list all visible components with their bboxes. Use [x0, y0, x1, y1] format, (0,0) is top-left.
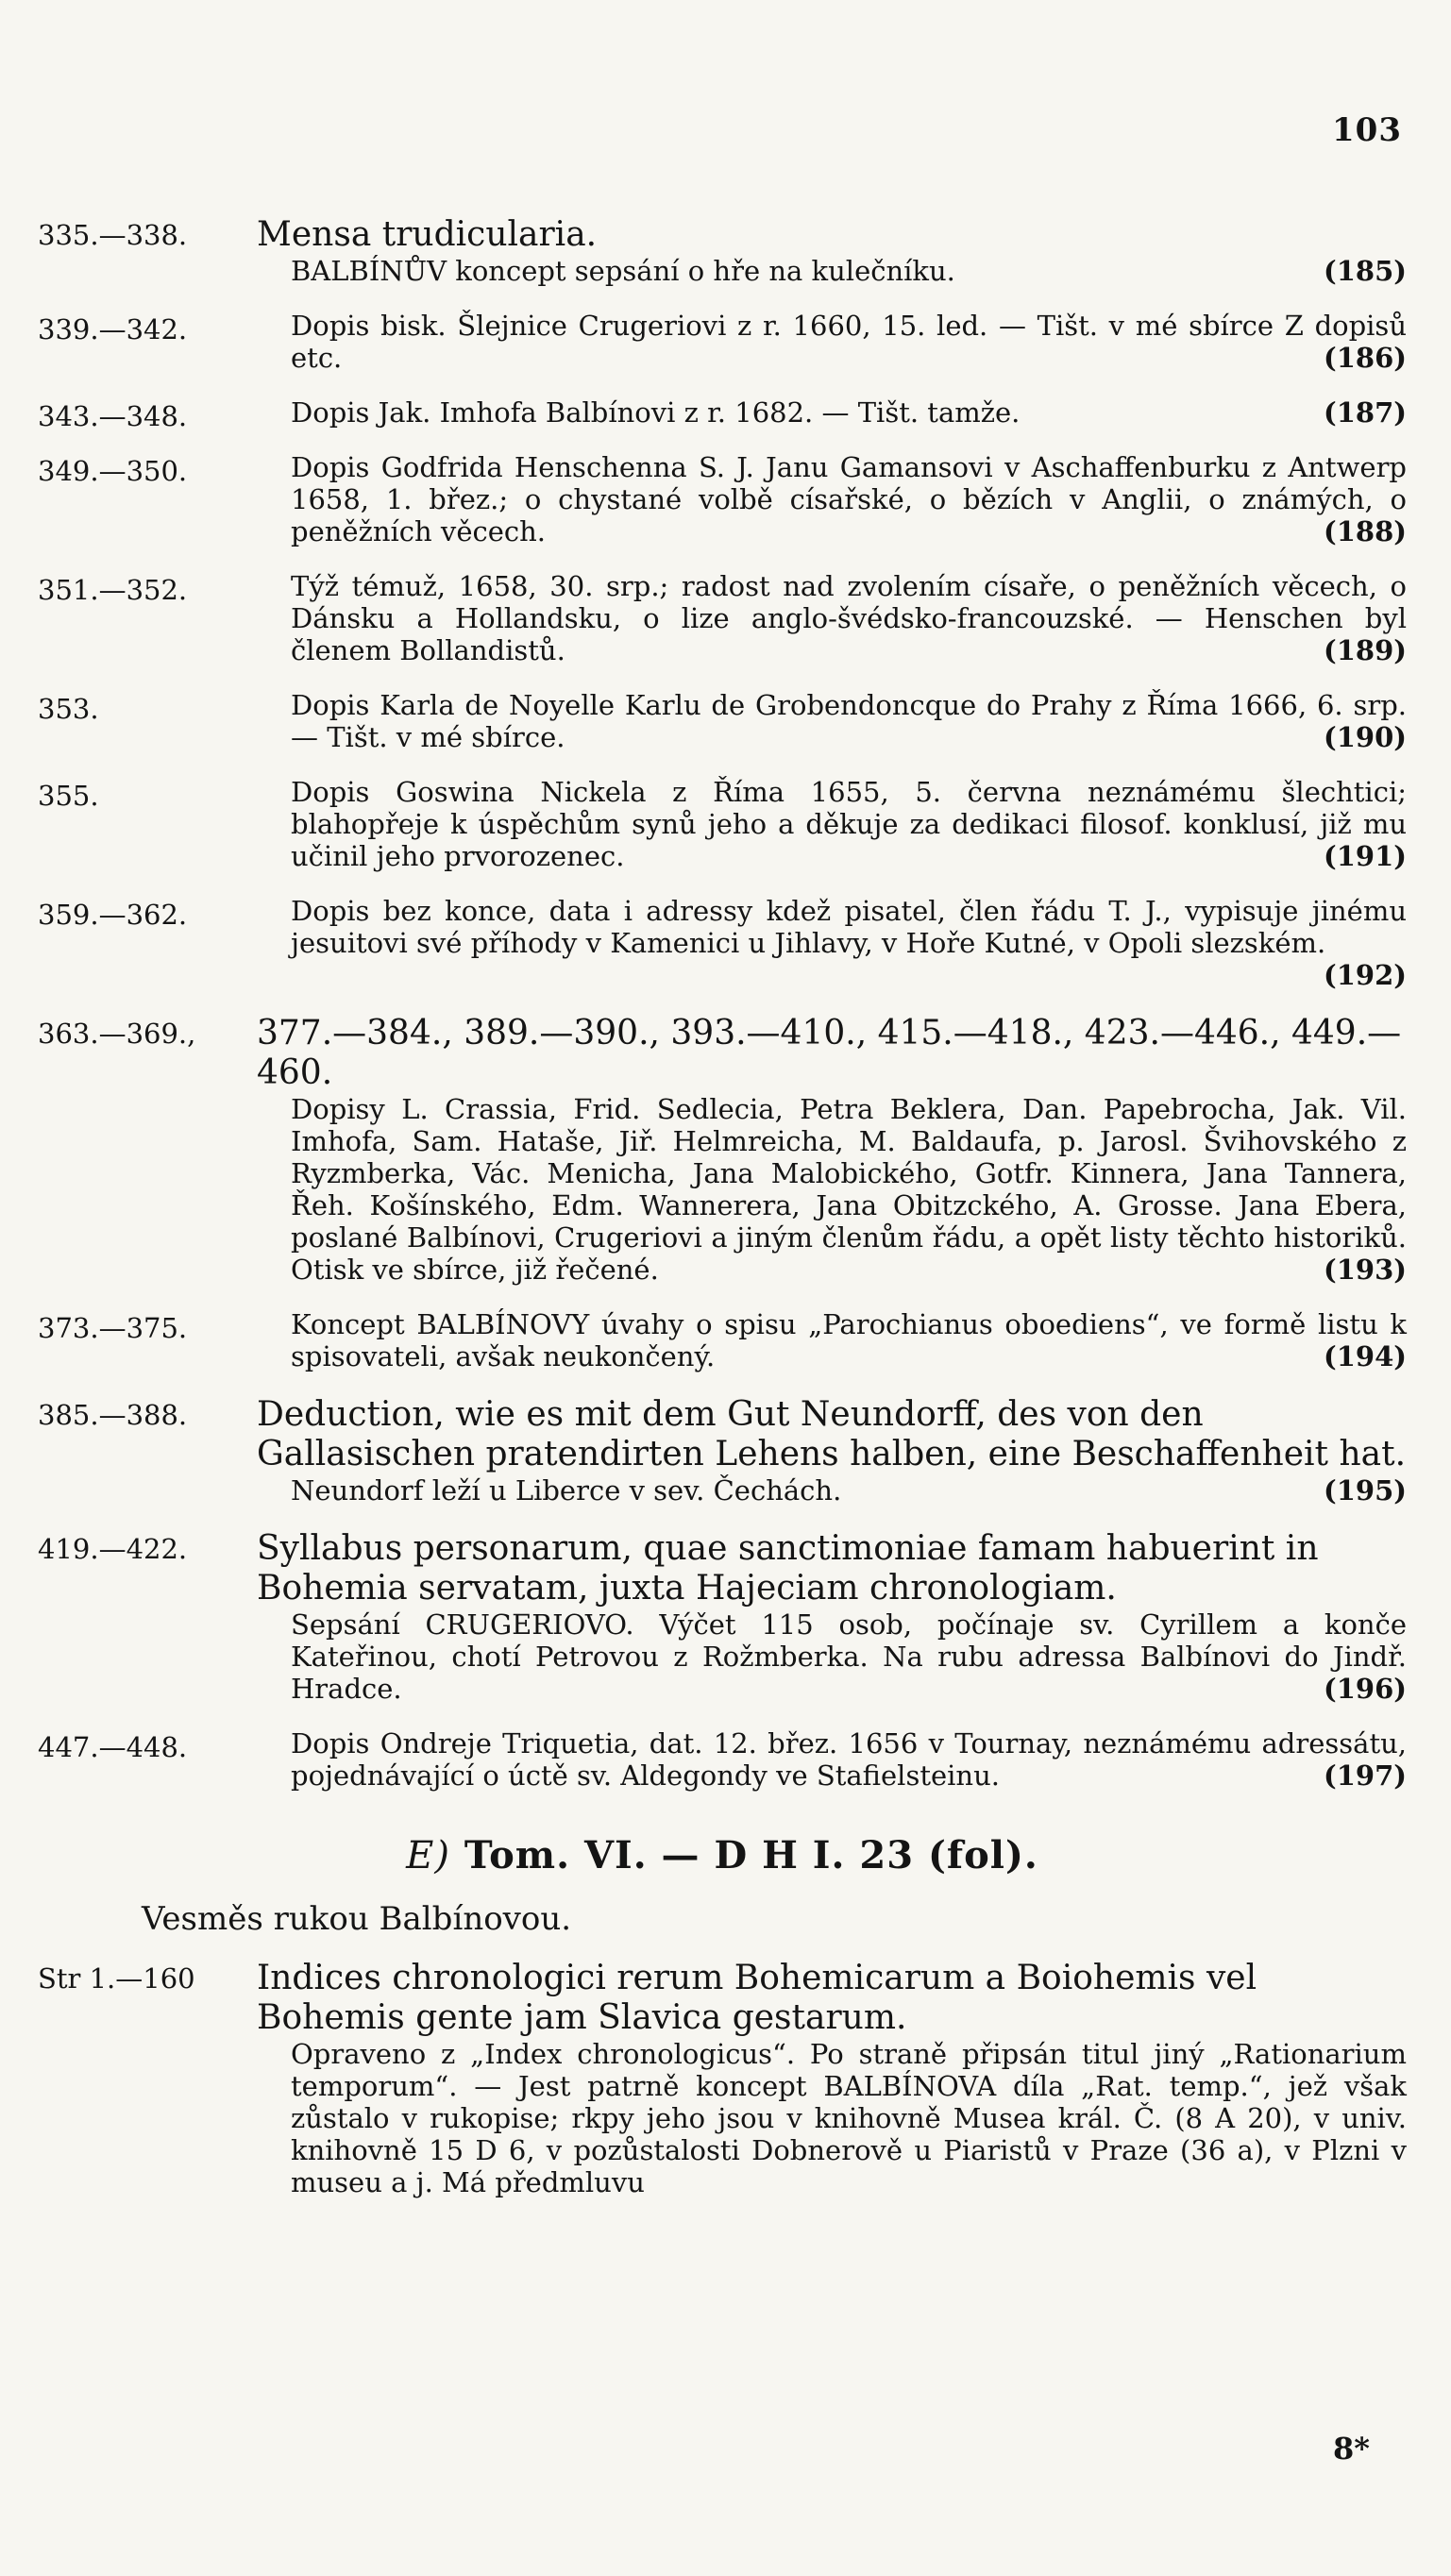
entry-description — [257, 895, 1407, 991]
entry-description — [257, 310, 1407, 374]
list-item — [38, 396, 1407, 432]
entry-number: 359.—362. — [38, 899, 188, 931]
entry-description — [257, 689, 1407, 753]
entry-reference: (193) — [1324, 1254, 1407, 1286]
entry-description — [257, 776, 1407, 872]
list-item — [38, 689, 1407, 753]
list-item — [38, 1395, 1407, 1507]
entry-reference: (195) — [1324, 1474, 1407, 1507]
entry-description — [257, 1308, 1407, 1372]
list-item — [38, 1959, 1407, 2198]
entry-number: 335.—338. — [38, 219, 188, 251]
entry-title: Indices chronologici rerum Bohemicarum a Boiohemis vel Bohemis gente jam Slavica gestarum. — [257, 1959, 1257, 2037]
entry-reference: (187) — [1324, 396, 1407, 429]
entry-reference: (189) — [1324, 634, 1407, 666]
entry-reference: (197) — [1324, 1759, 1407, 1792]
entry-number: 343.—348. — [38, 400, 188, 432]
entry-description — [257, 1474, 1407, 1507]
entry-number: 353. — [38, 693, 99, 725]
entry-title: Deduction, wie es mit dem Gut Neundorff, des von den Gallasischen pratendirten Lehens halben, eine Beschaffenheit hat. — [257, 1395, 1407, 1473]
section-label: E) — [406, 1834, 450, 1877]
entry-description — [257, 396, 1407, 429]
entry-number: 351.—352. — [38, 574, 188, 606]
entry-list — [38, 215, 1407, 1792]
page-number: 103 — [1332, 111, 1402, 149]
entry-number: 447.—448. — [38, 1731, 188, 1763]
entry-number: 385.—388. — [38, 1399, 188, 1431]
entry-text: Dopis Jak. Imhofa Balbínovi z r. 1682. — Tišt. tamže. — [291, 396, 1021, 429]
entry-number: Str 1.—160 — [38, 1962, 195, 1995]
entry-reference: (196) — [1324, 1673, 1407, 1705]
list-item — [38, 1529, 1407, 1705]
entry-number: 355. — [38, 780, 99, 812]
list-item — [38, 451, 1407, 547]
entry-reference: (190) — [1324, 721, 1407, 753]
entry-description — [257, 1093, 1407, 1286]
entry-reference: (186) — [1324, 342, 1407, 374]
entry-text: Sepsání CRUGERIOVO. Výčet 115 osob, počínaje sv. Cyrillem a konče Kateřinou, chotí Petrovou z Rožmberka. Na rubu adressa Balbínovi do Jindř. Hradce. — [291, 1608, 1407, 1705]
entry-number: 363.—369., — [38, 1018, 196, 1050]
entry-description — [257, 1608, 1407, 1705]
list-item — [38, 1014, 1407, 1286]
entry-reference: (185) — [1324, 255, 1407, 287]
list-item — [38, 776, 1407, 872]
entry-text: Dopis bisk. Šlejnice Crugeriovi z r. 1660, 15. led. — Tišt. v mé sbírce Z dopisů etc. — [291, 310, 1407, 374]
entry-reference: (188) — [1324, 515, 1407, 547]
entry-text: Dopis Karla de Noyelle Karlu de Grobendoncque do Prahy z Říma 1666, 6. srp. — Tišt. v mé sbírce. — [291, 689, 1407, 753]
entry-text: Dopisy L. Crassia, Frid. Sedlecia, Petra Beklera, Dan. Papebrocha, Jak. Vil. Imhofa, Sam. Hataše, Jiř. Helmreicha, M. Baldaufa, p. Jarosl. Švihovského z Ryzmberka, Vác. Menicha, Jana Malobického, Gotfr. Kinnera, Jana Tannera, Řeh. Košínského, Edm. Wannerera, Jana Obitzckého, A. Grosse. Jana Ebera, poslané Balbínovi, Crugeriovi a jiným členům řádu, a opět listy těchto historiků. Otisk ve sbírce, již řečené. — [291, 1093, 1407, 1286]
entry-title: Syllabus personarum, quae sanctimoniae famam habuerint in Bohemia servatam, juxta Hajeciam chronologiam. — [257, 1529, 1319, 1608]
entry-text: Neundorf leží u Liberce v sev. Čechách. — [291, 1474, 842, 1507]
entry-text: Koncept BALBÍNOVY úvahy o spisu „Parochianus oboediens“, ve formě listu k spisovateli, avšak neukončený. — [291, 1308, 1407, 1372]
entry-number: 339.—342. — [38, 313, 188, 345]
entry-text: Dopis Goswina Nickela z Říma 1655, 5. června neznámému šlechtici; blahopřeje k úspěchům synů jeho a děkuje za dedikaci filosof. konklusí, již mu učinil jeho prvorozenec. — [291, 776, 1407, 872]
list-item — [38, 1308, 1407, 1372]
entry-title: 377.—384., 389.—390., 393.—410., 415.—418., 423.—446., 449.—460. — [257, 1014, 1402, 1092]
section-title: Tom. VI. — D H I. 23 (fol). — [464, 1833, 1038, 1877]
entry-text: Dopis bez konce, data i adressy kdež pisatel, člen řádu T. J., vypisuje jinému jesuitovi své příhody v Kamenici u Jihlavy, v Hoře Kutné, v Opoli slezském. — [291, 895, 1407, 959]
entry-reference: (191) — [1324, 840, 1407, 872]
entry-reference: (194) — [1324, 1340, 1407, 1372]
catalog-content — [38, 215, 1407, 2221]
section-heading — [38, 1833, 1407, 1877]
entry-description — [257, 570, 1407, 666]
signature-mark: 8* — [1333, 2431, 1370, 2467]
entry-text: Týž témuž, 1658, 30. srp.; radost nad zvolením císaře, o peněžních věcech, o Dánsku a Hollandsku, o lize anglo-švédsko-francouzské. — Henschen byl členem Bollandistů. — [291, 570, 1407, 666]
list-item — [38, 895, 1407, 991]
entry-text: Dopis Godfrida Henschenna S. J. Janu Gamansovi v Aschaffenburku z Antwerp 1658, 1. břez.; o chystané volbě císařské, o bězích v Anglii, o známých, o peněžních věcech. — [291, 451, 1407, 547]
list-item — [38, 215, 1407, 287]
entry-title: Mensa trudicularia. — [257, 215, 598, 254]
list-item — [38, 570, 1407, 666]
entry-text: BALBÍNŮV koncept sepsání o hře na kulečníku. — [291, 255, 955, 287]
entry-text: Dopis Ondreje Triquetia, dat. 12. břez. 1656 v Tournay, neznámému adressátu, pojednávající o úctě sv. Aldegondy ve Stafielsteinu. — [291, 1727, 1407, 1792]
entry-description — [257, 1727, 1407, 1792]
entry-number: 373.—375. — [38, 1312, 188, 1344]
entry-description — [257, 451, 1407, 547]
entry-description — [257, 255, 1407, 287]
section-subtitle: Vesměs rukou Balbínovou. — [142, 1900, 572, 1938]
list-item — [38, 1727, 1407, 1792]
list-item — [38, 310, 1407, 374]
entry-number: 349.—350. — [38, 455, 188, 487]
entry-description: Opraveno z „Index chronologicus“. Po straně připsán titul jiný „Rationarium temporum“. — Jest patrně koncept BALBÍNOVA díla „Rat. temp.“, jež však zůstalo v rukopise; rkpy jeho jsou v knihovně Musea král. Č. (8 A 20), v univ. knihovně 15 D 6, v pozůstalosti Dobnerově u Piaristů v Praze (36 a), v Plzni v museu a j. Má předmluvu — [291, 2038, 1407, 2198]
entry-number: 419.—422. — [38, 1533, 188, 1565]
entry-reference: (192) — [1324, 959, 1407, 991]
